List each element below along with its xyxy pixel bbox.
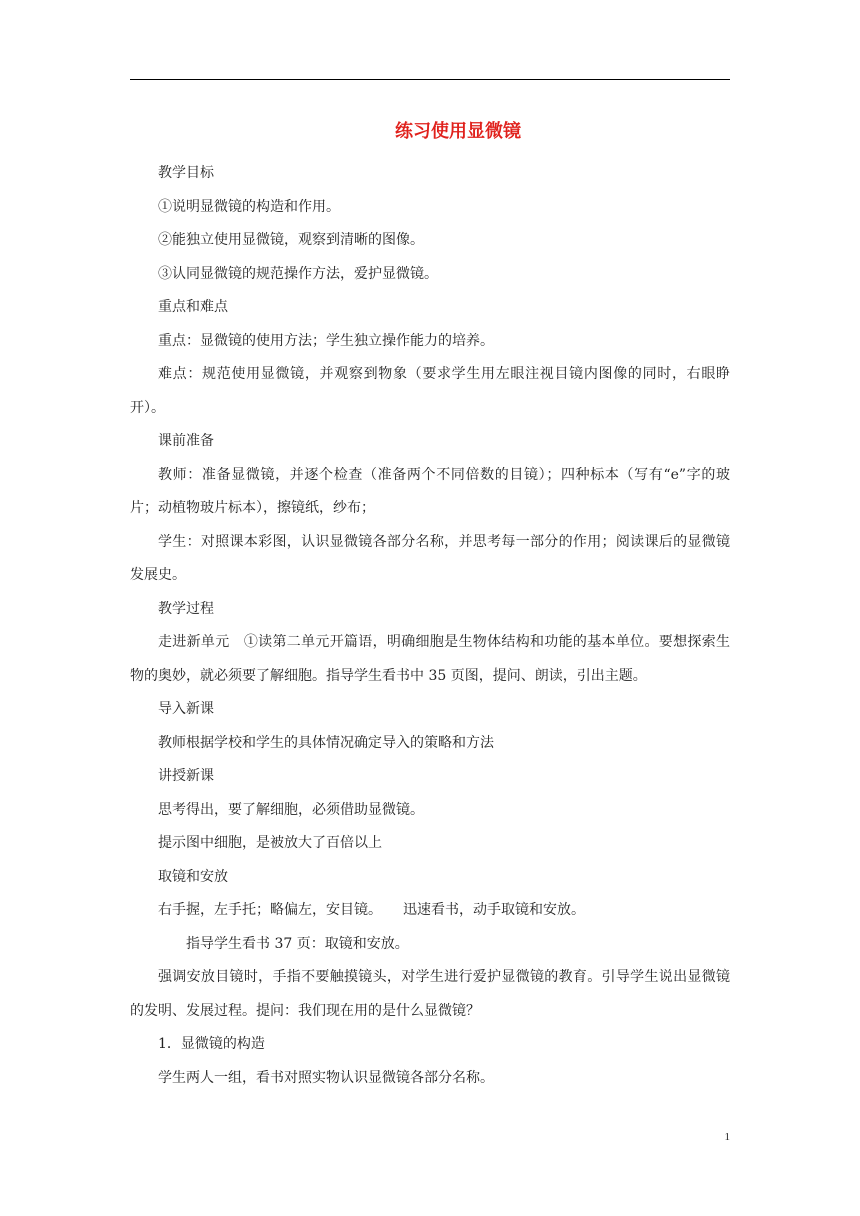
paragraph: ①说明显微镜的构造和作用。 [158,198,340,215]
paragraph: 1．显微镜的构造 [158,1036,265,1052]
paragraph: 强调安放目镜时，手指不要触摸镜头，对学生进行爱护显微镜的教育。引导学生说出显微镜的发明、发展过程。提问：我们现在用的是什么显微镜？ [130,969,730,1019]
paragraph: 课前准备 [158,433,214,449]
paragraph: 难点：规范使用显微镜，并观察到物象（要求学生用左眼注视目镜内图像的同时，右眼睁开）。 [130,366,730,416]
paragraph: 重点和难点 [158,299,228,315]
paragraph: ③认同显微镜的规范操作方法，爱护显微镜。 [158,265,438,282]
paragraph: 学生：对照课本彩图，认识显微镜各部分名称，并思考每一部分的作用；阅读课后的显微镜发展史。 [130,533,730,583]
document-body [130,157,730,1095]
paragraph: 教学目标 [158,165,214,181]
paragraph: 右手握，左手托；略偏左，安目镜。 迅速看书，动手取镜和安放。 [158,902,585,918]
paragraph: 重点：显微镜的使用方法；学生独立操作能力的培养。 [158,332,494,349]
paragraph: 学生两人一组，看书对照实物认识显微镜各部分名称。 [158,1069,494,1086]
paragraph: 思考得出，要了解细胞，必须借助显微镜。 [158,801,424,818]
paragraph: 讲授新课 [158,768,214,784]
paragraph: 导入新课 [158,701,214,717]
paragraph: 走进新单元 ①读第二单元开篇语，明确细胞是生物体结构和功能的基本单位。要想探索生物的奥妙，就必须要了解细胞。指导学生看书中 35 页图，提问、朗读，引出主题。 [130,634,730,684]
page-number: 1 [724,1131,730,1143]
header-rule [130,79,730,80]
paragraph: ②能独立使用显微镜，观察到清晰的图像。 [158,232,424,248]
paragraph: 取镜和安放 [158,868,228,885]
paragraph: 教学过程 [158,600,214,617]
document-title: 练习使用显微镜 [395,121,521,142]
paragraph: 指导学生看书 37 页：取镜和安放。 [186,935,409,952]
paragraph: 教师根据学校和学生的具体情况确定导入的策略和方法 [158,734,494,751]
paragraph: 提示图中细胞，是被放大了百倍以上 [158,835,382,851]
paragraph: 教师：准备显微镜，并逐个检查（准备两个不同倍数的目镜）；四种标本（写有“e”字的玻片；动植物玻片标本），擦镜纸，纱布； [130,466,730,516]
